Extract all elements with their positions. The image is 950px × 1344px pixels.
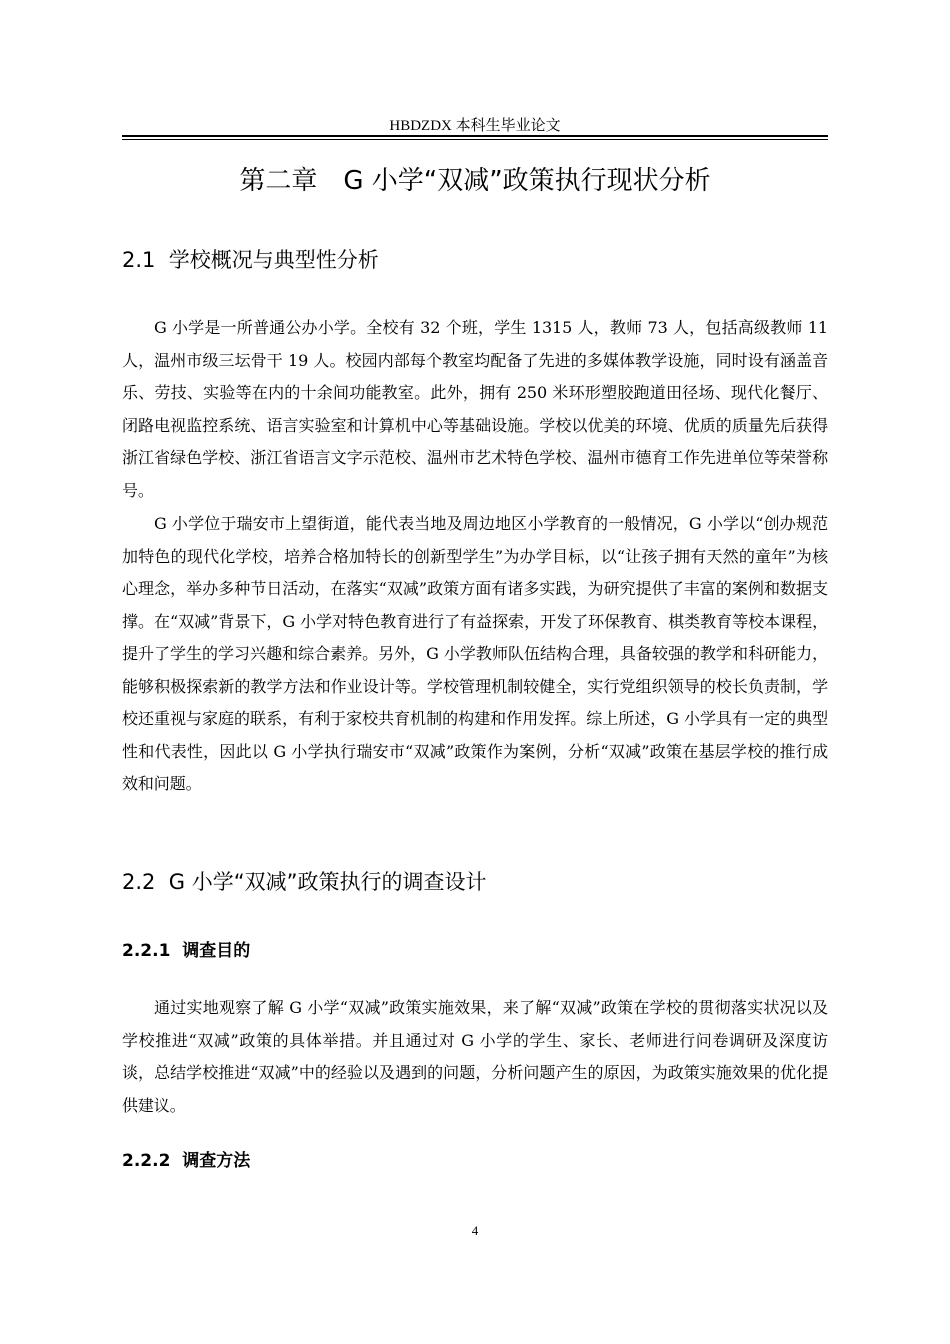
paragraph-school-overview: G 小学是一所普通公办小学。全校有 32 个班，学生 1315 人，教师 73 人，包括高级教师 11 人，温州市级三坛骨干 19 人。校园内部每个教室均配备了先进的多媒体教学设施，同时设有涵盖音乐、劳技、实验等在内的十余间功能教室。此外，拥有 250 米环形塑胶跑道田径场、现代化餐厅、闭路电视监控系统、语言实验室和计算机中心等基础设施。学校以优美的环境、优质的质量先后获得浙江省绿色学校、浙江省语言文字示范校、温州市艺术特色学校、温州市德育工作先进单位等荣誉称号。 — [122, 318, 828, 500]
page-number: 4 — [471, 1223, 479, 1238]
header-title: HBDZDX 本科生毕业论文 — [389, 118, 561, 134]
paragraph-survey-purpose: 通过实地观察了解 G 小学“双减”政策实施效果，来了解“双减”政策在学校的贯彻落实状况以及学校推进“双减”政策的具体举措。并且通过对 G 小学的学生、家长、老师进行问卷调研及深度访谈，总结学校推进“双减”中的经验以及遇到的问题，分析问题产生的原因，为政策实施效果的优化提供建议。 — [122, 998, 828, 1115]
section-title-2-1: 2.1 学校概况与典型性分析 — [122, 248, 379, 272]
subsection-title-2-2-2: 2.2.2 调查方法 — [122, 1151, 251, 1171]
header-rule-thick — [122, 135, 828, 137]
subsection-title-2-2-1: 2.2.1 调查目的 — [122, 941, 251, 961]
paragraph-typicality-analysis: G 小学位于瑞安市上望街道，能代表当地及周边地区小学教育的一般情况，G 小学以“创办规范加特色的现代化学校，培养合格加特长的创新型学生”为办学目标，以“让孩子拥有天然的童年”为核心理念，举办多种节日活动，在落实“双减”政策方面有诸多实践，为研究提供了丰富的案例和数据支撑。在“双减”背景下，G 小学对特色教育进行了有益探索，开发了环保教育、棋类教育等校本课程，提升了学生的学习兴趣和综合素养。另外，G 小学教师队伍结构合理，具备较强的教学和科研能力，能够积极探索新的教学方法和作业设计等。学校管理机制较健全，实行党组织领导的校长负责制，学校还重视与家庭的联系，有利于家校共育机制的构建和作用发挥。综上所述，G 小学具有一定的典型性和代表性，因此以 G 小学执行瑞安市“双减”政策作为案例，分析“双减”政策在基层学校的推行成效和问题。 — [122, 514, 828, 793]
header-rule-thin — [122, 139, 828, 140]
chapter-title: 第二章 G 小学“双减”政策执行现状分析 — [239, 166, 711, 196]
section-title-2-2: 2.2 G 小学“双减”政策执行的调查设计 — [122, 870, 487, 894]
